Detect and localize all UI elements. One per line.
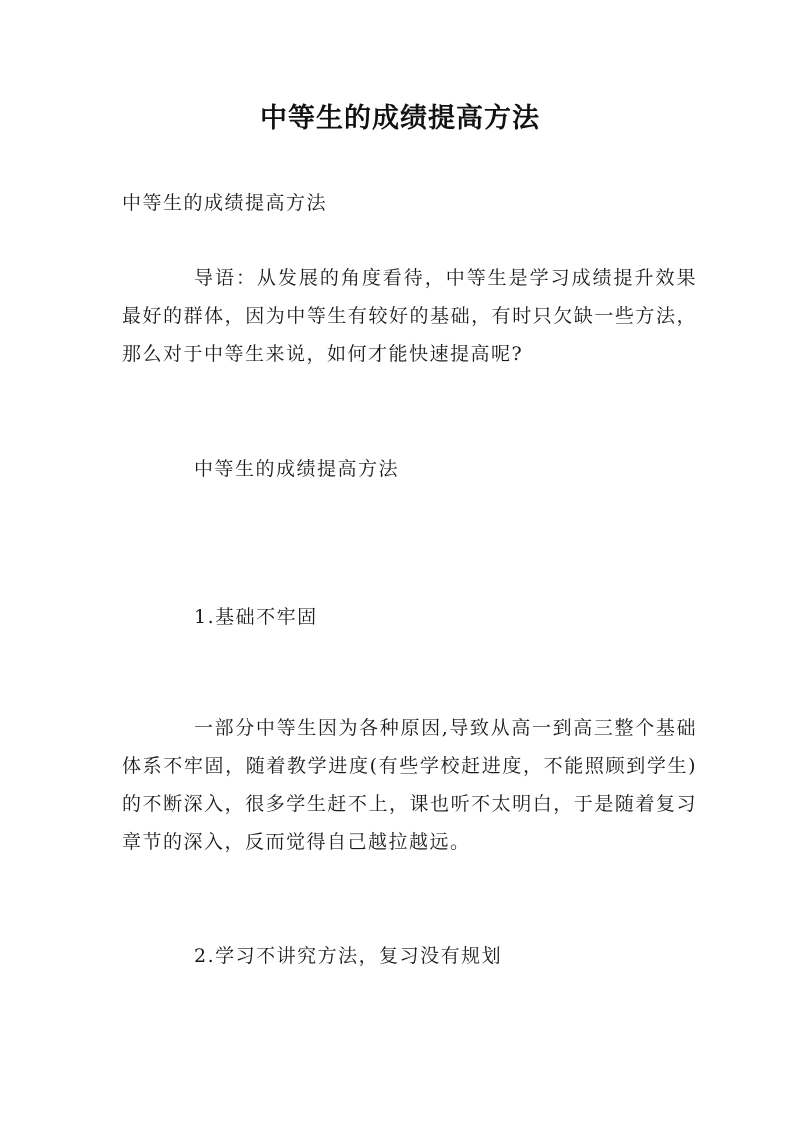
section-heading: 中等生的成绩提高方法 — [194, 458, 400, 480]
point2-heading: 2.学习不讲究方法，复习没有规划 — [194, 945, 503, 967]
document-title: 中等生的成绩提高方法 — [260, 103, 540, 134]
document-subtitle: 中等生的成绩提高方法 — [122, 192, 328, 214]
intro-paragraph: 导语：从发展的角度看待，中等生是学习成绩提升效果最好的群体，因为中等生有较好的基础，有时只欠缺一些方法，那么对于中等生来说，如何才能快速提高呢? — [122, 267, 697, 365]
point1-heading: 1.基础不牢固 — [194, 606, 318, 628]
point1-paragraph: 一部分中等生因为各种原因,导致从高一到高三整个基础体系不牢固，随着教学进度(有些学校赶进度，不能照顾到学生)的不断深入，很多学生赶不上，课也听不太明白，于是随着复习章节的深入，反而觉得自己越拉越远。 — [122, 717, 697, 853]
